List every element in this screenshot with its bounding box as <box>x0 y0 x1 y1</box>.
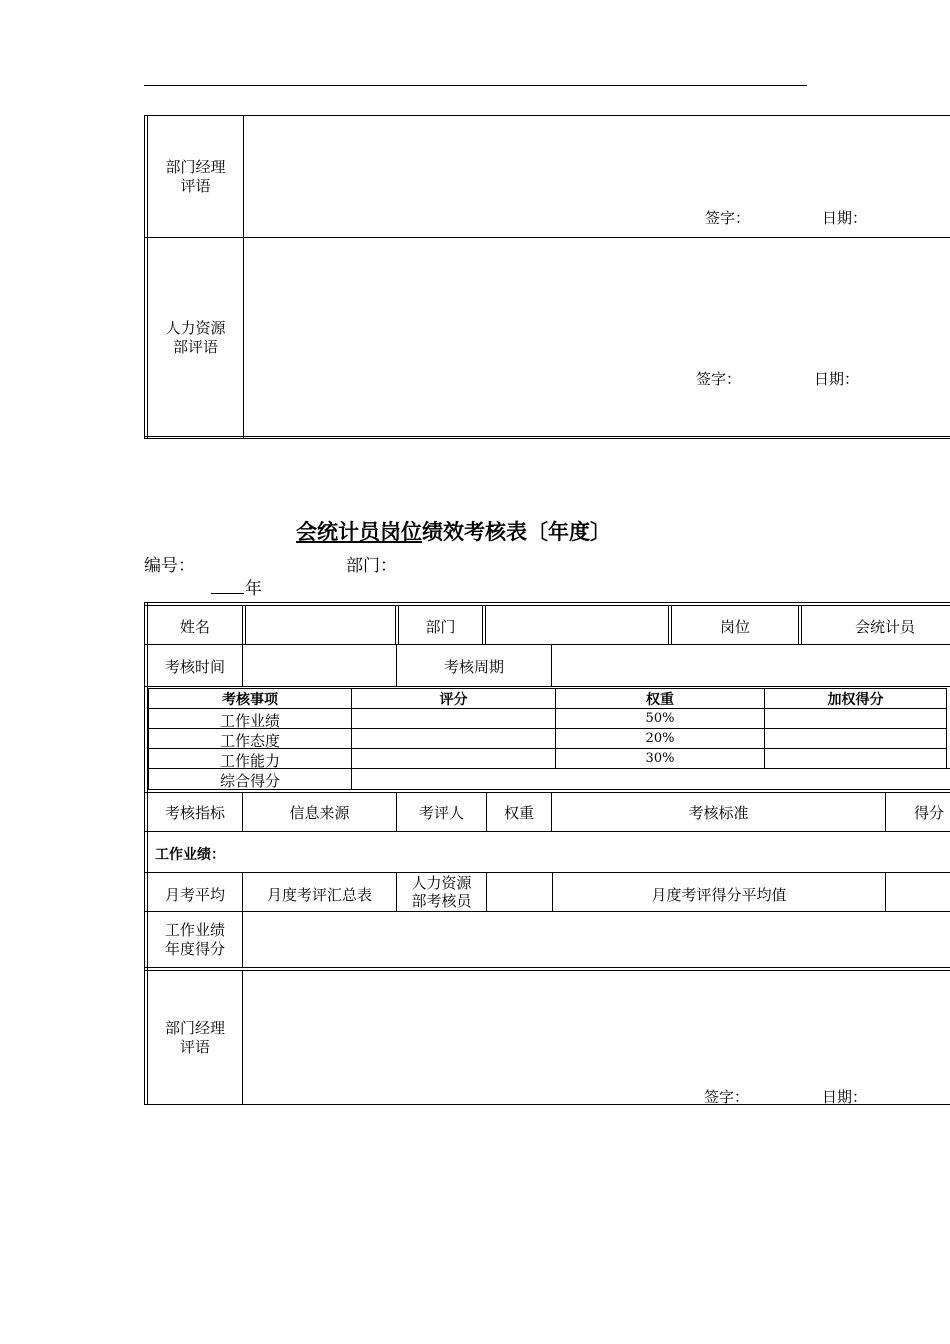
monthly-reviewer: 人力资源 部考核员 <box>411 874 472 910</box>
monthly-standard: 月度考评得分平均值 <box>651 886 787 904</box>
score-header: 得分 <box>913 804 944 822</box>
weight-header: 权重 <box>503 804 534 822</box>
position-label: 岗位 <box>719 618 750 636</box>
standard-header: 考核标准 <box>688 804 749 822</box>
top-rule <box>144 85 807 86</box>
name-label: 姓名 <box>179 618 210 636</box>
summary-header-score: 评分 <box>439 692 468 708</box>
date-label: 日期： <box>814 370 860 388</box>
reviewer-header: 考评人 <box>418 804 464 822</box>
assessment-cycle-label: 考核周期 <box>443 658 504 676</box>
performance-section-label: 工作业绩： <box>155 847 225 863</box>
name-value-field[interactable] <box>246 606 395 644</box>
bottom-date-label: 日期： <box>822 1088 868 1106</box>
form-title <box>296 516 611 546</box>
monthly-indicator: 月考平均 <box>164 886 225 904</box>
number-label: 编号： <box>144 556 195 576</box>
summary-header-item: 考核事项 <box>222 692 278 708</box>
summary-total-label: 综合得分 <box>219 772 280 790</box>
summary-row-weight: 50% <box>645 711 675 726</box>
monthly-source: 月度考评汇总表 <box>266 886 372 904</box>
form-title-rest: 绩效考核表〔年度〕 <box>422 520 611 544</box>
year-label: 年 <box>245 579 262 599</box>
sign-label: 签字： <box>705 209 751 227</box>
summary-row-weight: 30% <box>645 751 675 766</box>
summary-header-weight: 权重 <box>646 692 674 708</box>
summary-header-weighted: 加权得分 <box>827 692 884 708</box>
dept-label: 部门 <box>425 618 456 636</box>
position-value: 会统计员 <box>854 618 915 636</box>
sign-label: 签字： <box>696 370 742 388</box>
date-label: 日期： <box>822 209 868 227</box>
summary-row-weight: 20% <box>645 731 675 746</box>
assessment-cycle-field[interactable] <box>552 645 950 686</box>
source-header: 信息来源 <box>289 804 350 822</box>
annual-score-label: 工作业绩 年度得分 <box>164 921 225 958</box>
dept-value-field[interactable] <box>486 606 668 644</box>
department-label: 部门： <box>346 556 397 576</box>
year-blank-underline <box>211 593 244 594</box>
assessment-time-field[interactable] <box>243 645 396 686</box>
hr-comment-label: 人力资源 部评语 <box>165 319 226 356</box>
bottom-sign-label: 签字： <box>704 1088 750 1106</box>
form-title-underlined: 会统计员岗位 <box>296 520 422 544</box>
summary-row-item: 工作业绩 <box>219 712 280 730</box>
summary-row-item: 工作能力 <box>219 752 280 770</box>
bottom-dept-manager-label: 部门经理 评语 <box>164 1019 225 1056</box>
indicator-header: 考核指标 <box>164 804 225 822</box>
summary-row-item: 工作态度 <box>219 732 280 750</box>
dept-manager-label: 部门经理 评语 <box>165 158 226 195</box>
assessment-time-label: 考核时间 <box>164 658 225 676</box>
